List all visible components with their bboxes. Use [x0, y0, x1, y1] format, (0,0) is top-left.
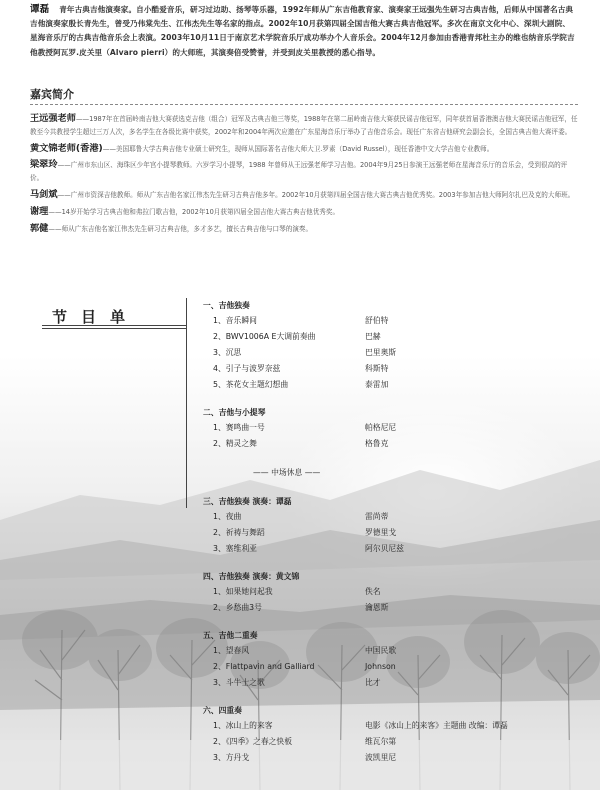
piece-title: 3、斗牛士之歌	[213, 678, 265, 687]
composer: 中国民歌	[365, 646, 397, 655]
piece-title: 1、夜曲	[213, 512, 242, 521]
composer: 波凯里尼	[365, 753, 397, 762]
performer-name: 谭磊	[30, 4, 50, 15]
program-item	[203, 734, 573, 750]
guest-entry	[30, 113, 578, 139]
guest-name: 王远强老师	[30, 113, 76, 124]
composer: 电影《冰山上的来客》主题曲 改编：谭磊	[365, 721, 508, 730]
piece-title: 3、方丹戈	[213, 753, 250, 762]
section-title: 二、吉他与小提琴	[203, 408, 266, 417]
guest-bio: ——14岁开始学习古典吉他和弗拉门歌吉他，2002年10月获第四届全国吉他大赛古典吉他优秀奖。	[48, 207, 340, 216]
composer: 雷尚蒂	[365, 512, 389, 521]
composer: 科斯特	[365, 364, 389, 373]
guest-bio: ——美国耶鲁大学古典吉他专业硕士研究生，现师从国际著名吉他大师大卫.罗素（David Russel），现任香港中文大学吉他专业教师。	[102, 144, 494, 153]
composer: 瀹恩斯	[365, 603, 389, 612]
piece-title: 3、沉思	[213, 348, 242, 357]
section-title: 一、吉他独奏	[203, 301, 250, 310]
composer: 巴里奥斯	[365, 348, 397, 357]
piece-title: 1、冰山上的来客	[213, 721, 273, 730]
piece-title: 2、乡愁曲3号	[213, 603, 262, 612]
program-title-underline	[42, 325, 186, 326]
piece-title: 1、音乐瞬间	[213, 316, 257, 325]
guest-entry	[30, 223, 578, 236]
program-item	[203, 541, 573, 557]
program-section	[203, 298, 573, 393]
piece-title: 4、引子与波罗奈兹	[213, 364, 281, 373]
section-title: 六、四重奏	[203, 706, 242, 715]
guest-name: 谢理	[30, 205, 49, 217]
section-title: 三、吉他独奏 演奏：谭磊	[203, 497, 292, 506]
program-section	[203, 569, 573, 616]
piece-title: 2、精灵之舞	[213, 439, 257, 448]
program-item	[203, 718, 573, 734]
program-section	[203, 494, 573, 557]
composer: 泰雷加	[365, 380, 389, 389]
program-section	[203, 628, 573, 691]
program-item	[203, 643, 573, 659]
piece-title: 5、茶花女主题幻想曲	[213, 380, 289, 389]
composer: 维瓦尔第	[365, 737, 397, 746]
piece-title: 3、塞维利亚	[213, 544, 257, 553]
piece-title: 1、望春风	[213, 646, 250, 655]
guest-entry	[30, 206, 578, 219]
program-title-underline	[42, 328, 186, 329]
composer: 佚名	[365, 587, 381, 596]
program-item	[203, 345, 573, 361]
guest-entry	[30, 143, 578, 156]
piece-title: 1、赛鸣曲一号	[213, 423, 265, 432]
composer: 比才	[365, 678, 381, 687]
guests-heading: 嘉宾简介	[30, 88, 74, 101]
guest-name: 马剑斌	[30, 188, 58, 200]
piece-title: 2、Flattpavin and Galliard	[213, 662, 315, 671]
piece-title: 2、祈祷与舞蹈	[213, 528, 265, 537]
composer: Johnson	[365, 662, 396, 671]
piece-title: 1、如果她问起我	[213, 587, 273, 596]
program-list	[203, 298, 573, 766]
composer: 格鲁克	[365, 439, 389, 448]
performer-bio: 青年古典吉他演奏家。自小酷爱音乐，研习过边助、扬琴等乐器，1992年师从广东吉他教育家、演奏家王远强先生研习古典吉他，后师从中国著名古典吉他演奏家殷长青先生，曾受乃伟棠先生、江伟杰先生等名家的指点。2002年10月获第四届全国吉他大赛古典吉他冠军。多次在南京文化中心、深圳大剧院、星海音乐厅的古典吉他音乐会上表演。2003年10月11日于南京艺术学院音乐厅成功举办个人音乐会。2004年12月参加由香港青邦杜主办的维也纳音乐学院吉他教授阿瓦罗.皮关里（Alvaro pierri）的大师班，其演奏倍受赞誉，并受到皮关里教授的悉心指导。	[30, 5, 575, 57]
guest-list	[30, 113, 578, 239]
composer: 帕格尼尼	[365, 423, 397, 432]
guest-bio: ——广州市资深吉他教师。师从广东吉他名家江伟杰先生研习古典吉他多年。2002年10月获第四届全国吉他大赛古典吉他优秀奖。2003年参加吉他大师阿尔扎巴及克的大师班。	[57, 190, 575, 199]
guest-bio: ——广州市东山区、海珠区少年宫小提琴教师。六岁学习小提琴，1988 年曾师从王远强老师学习吉他。2004年9月25日参演王远强老师在星海音乐厅的音乐会，受到很高的评价。	[30, 161, 568, 183]
program-item	[203, 313, 573, 329]
program-title-box	[42, 303, 186, 329]
program-item	[203, 675, 573, 691]
section-title: 四、吉他独奏 演奏：黄文锦	[203, 572, 300, 581]
program-item	[203, 436, 573, 452]
piece-title: 2、BWV1006A E大调前奏曲	[213, 332, 316, 341]
program-item	[203, 329, 573, 345]
program-item	[203, 659, 573, 675]
program-item	[203, 377, 573, 393]
section-title: 五、吉他二重奏	[203, 631, 258, 640]
program-title: 节目单	[52, 308, 140, 326]
program-item	[203, 361, 573, 377]
composer: 阿尔贝尼兹	[365, 544, 404, 553]
program-item	[203, 600, 573, 616]
intermission: —— 中场休息 ——	[253, 468, 321, 477]
program-item	[203, 750, 573, 766]
program-item	[203, 584, 573, 600]
piece-title: 2、《四季》之春之快板	[213, 737, 293, 746]
program-section	[203, 405, 573, 452]
guest-name: 郭健	[30, 222, 49, 234]
guests-divider	[30, 104, 578, 105]
composer: 舒伯特	[365, 316, 389, 325]
composer: 巴赫	[365, 332, 381, 341]
composer: 罗德里戈	[365, 528, 397, 537]
guest-bio: ——师从广东吉他名家江伟杰先生研习古典吉他，多才多艺，擅长古典吉他与口琴的演奏。	[48, 224, 313, 233]
guest-entry	[30, 189, 578, 202]
intro-paragraph	[30, 3, 575, 60]
guest-bio: ——1987年在首届岭南吉他大赛获选克吉他（组合）冠军及古典吉他三等奖，1988年在第二届岭南吉他大赛获民谣吉他冠军，同年获首届香港澳吉他大赛民谣吉他冠军，任教至今共教授学生超过三万人次，多名学生在各级比赛中获奖，2002年和2004年两次应邀在广东星海音乐厅举办了吉他音乐会。现任广东省吉他研究会副会长，全国古典吉他大赛评委。	[30, 115, 578, 136]
program-divider	[186, 298, 187, 508]
program-item	[203, 525, 573, 541]
program-section	[203, 703, 573, 766]
program-item	[203, 420, 573, 436]
program-item	[203, 509, 573, 525]
guest-entry	[30, 159, 578, 185]
guest-name: 梁翠玲	[30, 159, 58, 171]
guest-name: 黄文锦老师(香港)	[30, 142, 103, 154]
